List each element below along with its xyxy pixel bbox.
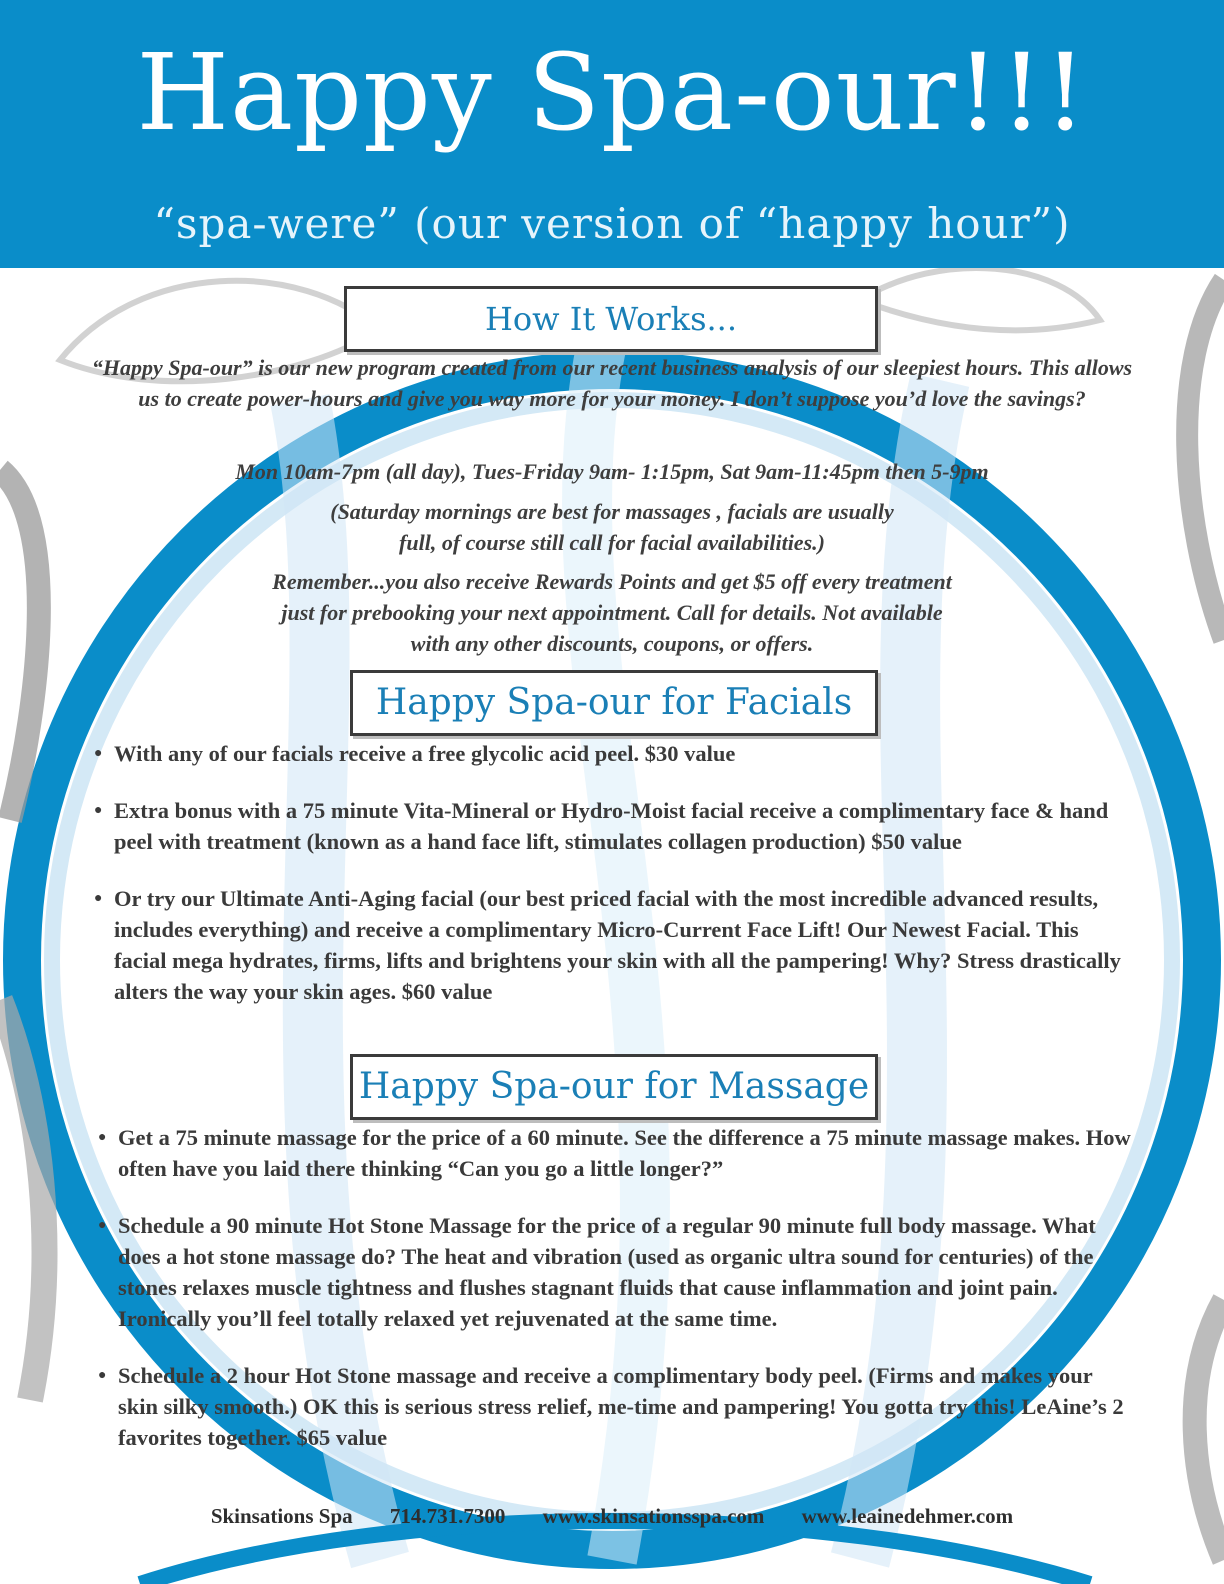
facials-offer-list <box>92 738 1132 1007</box>
list-item: ● Or try our Ultimate Anti-Aging facial (our best priced facial with the most incredible advanced results, includes everything) and receive a complimentary Micro-Current Face Lift! Our Newest Facial. This facial mega hydrates, firms, lifts and brightens your skin with all the pampering! Why? Stress drastically alters the way your skin ages. $60 value <box>92 883 1132 1007</box>
program-hours: Mon 10am-7pm (all day), Tues-Friday 9am- 1:15pm, Sat 9am-11:45pm then 5-9pm <box>235 459 989 484</box>
facials-heading: Happy Spa-our for Facials <box>350 670 878 736</box>
personal-website-link[interactable]: www.leainedehmer.com <box>801 1504 1014 1528</box>
rewards-note: Remember...you also receive Rewards Points and get $5 off every treatment just for prebooking your next appointment. Call for details. Not available with any other discounts, coupons, or offers. <box>272 569 952 656</box>
massage-offer-list <box>96 1122 1136 1453</box>
spa-website-link[interactable]: www.skinsationsspa.com <box>542 1504 765 1528</box>
list-item: ● Schedule a 2 hour Hot Stone massage and receive a complimentary body peel. (Firms and makes your skin silky smooth.) OK this is serious stress relief, me-time and pampering! You gotta try this! LeAine’s 2 favorites together. $65 value <box>96 1360 1136 1453</box>
program-description: “Happy Spa-our” is our new program created from our recent business analysis of our sleepiest hours. This allows us to create power-hours and give you way more for your money. I don’t suppose you’d love the savings? <box>91 355 1133 411</box>
saturday-note: (Saturday mornings are best for massages , facials are usually full, of course still call for facial availabilities.) <box>330 499 894 555</box>
header-banner <box>0 0 1224 268</box>
massage-heading: Happy Spa-our for Massage <box>350 1054 878 1120</box>
page-subtitle: “spa-were” (our version of “happy hour”) <box>153 199 1071 248</box>
how-it-works-heading: How It Works... <box>344 286 878 352</box>
list-item: ● With any of our facials receive a free glycolic acid peel. $30 value <box>92 738 1132 769</box>
phone-number: 714.731.7300 <box>389 1504 506 1528</box>
list-item: ● Extra bonus with a 75 minute Vita-Mineral or Hydro-Moist facial receive a complimentary face & hand peel with treatment (known as a hand face lift, stimulates collagen production) $50 value <box>92 795 1132 857</box>
list-item: ● Schedule a 90 minute Hot Stone Massage for the price of a regular 90 minute full body massage. What does a hot stone massage do? The heat and vibration (used as organic ultra sound for centuries) of the stones relaxes muscle tightness and flushes stagnant fluids that cause inflammation and joint pain. Ironically you’ll feel totally relaxed yet rejuvenated at the same time. <box>96 1210 1136 1334</box>
page-title: Happy Spa-our!!! <box>136 31 1088 154</box>
contact-footer <box>0 1500 1224 1532</box>
business-name: Skinsations Spa <box>210 1504 353 1528</box>
list-item: ● Get a 75 minute massage for the price of a 60 minute. See the difference a 75 minute massage makes. How often have you laid there thinking “Can you go a little longer?” <box>96 1122 1136 1184</box>
